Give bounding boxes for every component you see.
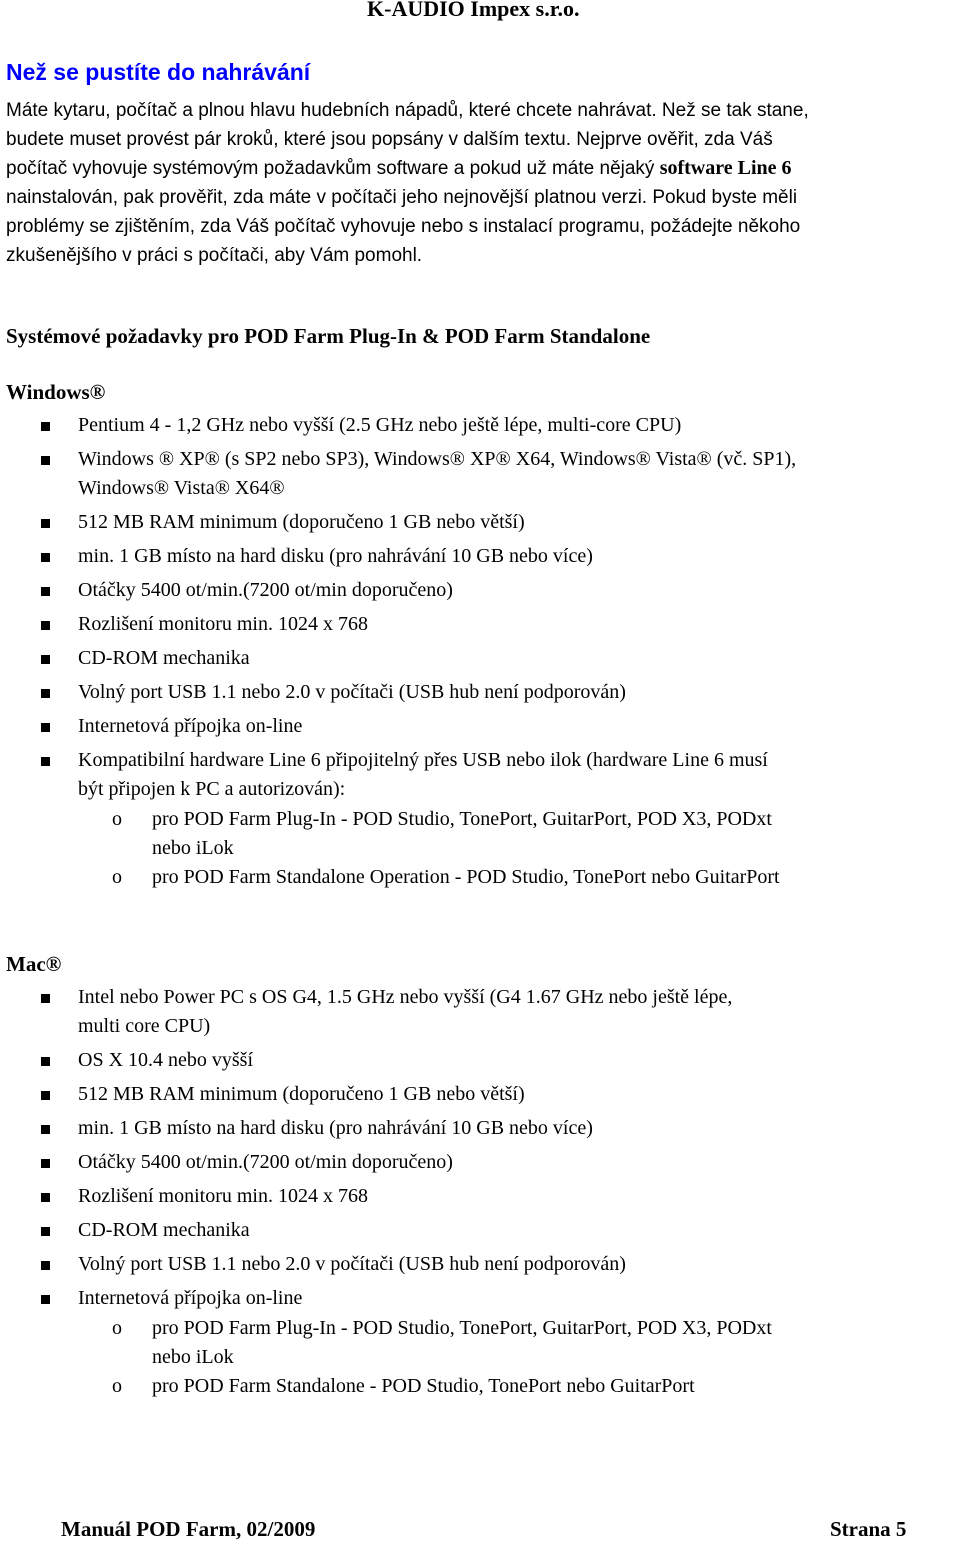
list-item-text: min. 1 GB místo na hard disku (pro nahrávání 10 GB nebo více) bbox=[78, 1117, 593, 1139]
intro-line bbox=[6, 154, 956, 183]
circle-bullet-icon: o bbox=[112, 1375, 122, 1397]
list-item-text: CD-ROM mechanika bbox=[78, 647, 250, 669]
square-bullet-icon bbox=[41, 1295, 50, 1304]
list-item-text: CD-ROM mechanika bbox=[78, 1219, 250, 1241]
list-item-text: Otáčky 5400 ot/min.(7200 ot/min doporučeno) bbox=[78, 579, 453, 601]
list-item bbox=[0, 1182, 960, 1211]
square-bullet-icon bbox=[41, 456, 50, 465]
list-item bbox=[0, 445, 960, 503]
list-item-text: Intel nebo Power PC s OS G4, 1.5 GHz nebo vyšší (G4 1.67 GHz nebo ještě lépe, bbox=[78, 986, 733, 1008]
windows-heading: Windows® bbox=[6, 380, 106, 404]
intro-text: počítač vyhovuje systémovým požadavkům software a pokud už máte nějaký bbox=[6, 158, 660, 179]
requirements-title: Systémové požadavky pro POD Farm Plug-In & POD Farm Standalone bbox=[6, 324, 651, 348]
list-item-text: Windows ® XP® (s SP2 nebo SP3), Windows® XP® X64, Windows® Vista® (vč. SP1), bbox=[78, 448, 797, 470]
square-bullet-icon bbox=[41, 655, 50, 664]
list-item-text: Otáčky 5400 ot/min.(7200 ot/min doporučeno) bbox=[78, 1151, 453, 1173]
page-header-company: K-AUDIO Impex s.r.o. bbox=[367, 0, 580, 21]
square-bullet-icon bbox=[41, 1159, 50, 1168]
list-item-text: pro POD Farm Standalone - POD Studio, TonePort nebo GuitarPort bbox=[152, 1375, 695, 1397]
list-item bbox=[0, 610, 960, 639]
square-bullet-icon bbox=[41, 1125, 50, 1134]
square-bullet-icon bbox=[41, 1193, 50, 1202]
square-bullet-icon bbox=[41, 519, 50, 528]
sub-list-item bbox=[0, 805, 960, 863]
list-item-text: nebo iLok bbox=[152, 837, 234, 859]
list-item-text: pro POD Farm Standalone Operation - POD Studio, TonePort nebo GuitarPort bbox=[152, 866, 780, 888]
list-item bbox=[0, 983, 960, 1041]
intro-line: budete muset provést pár kroků, které jsou popsány v dalším textu. Nejprve ověřit, zda Váš bbox=[6, 129, 773, 150]
list-item-text: nebo iLok bbox=[152, 1346, 234, 1368]
list-item-text: Volný port USB 1.1 nebo 2.0 v počítači (USB hub není podporován) bbox=[78, 1253, 626, 1275]
sub-list-item bbox=[0, 1372, 960, 1401]
footer-page-number: Strana 5 bbox=[830, 1517, 907, 1541]
list-item-text: 512 MB RAM minimum (doporučeno 1 GB nebo větší) bbox=[78, 1083, 525, 1105]
list-item-text: multi core CPU) bbox=[78, 1015, 211, 1037]
list-item-text: Pentium 4 - 1,2 GHz nebo vyšší (2.5 GHz nebo ještě lépe, multi-core CPU) bbox=[78, 414, 682, 436]
square-bullet-icon bbox=[41, 757, 50, 766]
list-item bbox=[0, 1080, 960, 1109]
square-bullet-icon bbox=[41, 1057, 50, 1066]
intro-line: problémy se zjištěním, zda Váš počítač vyhovuje nebo s instalací programu, požádejte někoho bbox=[6, 216, 801, 237]
mac-heading: Mac® bbox=[6, 952, 62, 976]
list-item-text: být připojen k PC a autorizován): bbox=[78, 778, 346, 800]
list-item bbox=[0, 1114, 960, 1143]
square-bullet-icon bbox=[41, 553, 50, 562]
list-item-text: Rozlišení monitoru min. 1024 x 768 bbox=[78, 1185, 368, 1207]
windows-hardware-sublist bbox=[0, 805, 960, 892]
mac-hardware-sublist bbox=[0, 1314, 960, 1401]
intro-line: nainstalován, pak prověřit, zda máte v počítači jeho nejnovější platnou verzi. Pokud byste měli bbox=[6, 187, 798, 208]
square-bullet-icon bbox=[41, 723, 50, 732]
intro-line: Máte kytaru, počítač a plnou hlavu hudebních nápadů, které chcete nahrávat. Než se tak stane, bbox=[6, 100, 809, 121]
list-item-text: Rozlišení monitoru min. 1024 x 768 bbox=[78, 613, 368, 635]
sub-list-item bbox=[0, 1314, 960, 1372]
circle-bullet-icon: o bbox=[112, 808, 122, 830]
list-item bbox=[0, 712, 960, 741]
list-item-text: 512 MB RAM minimum (doporučeno 1 GB nebo větší) bbox=[78, 511, 525, 533]
list-item bbox=[0, 678, 960, 707]
list-item bbox=[0, 644, 960, 673]
square-bullet-icon bbox=[41, 689, 50, 698]
circle-bullet-icon: o bbox=[112, 866, 122, 888]
windows-requirements-list bbox=[0, 411, 960, 892]
list-item-text: Volný port USB 1.1 nebo 2.0 v počítači (USB hub není podporován) bbox=[78, 681, 626, 703]
square-bullet-icon bbox=[41, 994, 50, 1003]
intro-emphasis: software Line 6 bbox=[659, 157, 792, 179]
list-item-text: OS X 10.4 nebo vyšší bbox=[78, 1049, 254, 1071]
intro-paragraph bbox=[6, 96, 956, 270]
square-bullet-icon bbox=[41, 1091, 50, 1100]
list-item bbox=[0, 576, 960, 605]
sub-list-item bbox=[0, 863, 960, 892]
list-item-text: pro POD Farm Plug-In - POD Studio, TonePort, GuitarPort, POD X3, PODxt bbox=[152, 1317, 772, 1339]
intro-line: zkušenějšího v práci s počítači, aby Vám pomohl. bbox=[6, 245, 423, 266]
list-item bbox=[0, 508, 960, 537]
list-item-text: min. 1 GB místo na hard disku (pro nahrávání 10 GB nebo více) bbox=[78, 545, 593, 567]
mac-requirements-list bbox=[0, 983, 960, 1401]
list-item-text: Internetová přípojka on-line bbox=[78, 715, 303, 737]
square-bullet-icon bbox=[41, 621, 50, 630]
list-item bbox=[0, 1216, 960, 1245]
square-bullet-icon bbox=[41, 587, 50, 596]
circle-bullet-icon: o bbox=[112, 1317, 122, 1339]
section-title: Než se pustíte do nahrávání bbox=[6, 59, 311, 85]
list-item-text: Internetová přípojka on-line bbox=[78, 1287, 303, 1309]
list-item bbox=[0, 411, 960, 440]
list-item bbox=[0, 1046, 960, 1075]
square-bullet-icon bbox=[41, 1261, 50, 1270]
list-item-text: Kompatibilní hardware Line 6 připojitelný přes USB nebo ilok (hardware Line 6 musí bbox=[78, 749, 768, 771]
footer-manual-title: Manuál POD Farm, 02/2009 bbox=[61, 1517, 316, 1541]
list-item bbox=[0, 1250, 960, 1279]
list-item-text: pro POD Farm Plug-In - POD Studio, TonePort, GuitarPort, POD X3, PODxt bbox=[152, 808, 772, 830]
list-item bbox=[0, 1284, 960, 1401]
square-bullet-icon bbox=[41, 422, 50, 431]
square-bullet-icon bbox=[41, 1227, 50, 1236]
list-item bbox=[0, 746, 960, 892]
list-item bbox=[0, 1148, 960, 1177]
list-item-text: Windows® Vista® X64® bbox=[78, 477, 285, 499]
list-item bbox=[0, 542, 960, 571]
